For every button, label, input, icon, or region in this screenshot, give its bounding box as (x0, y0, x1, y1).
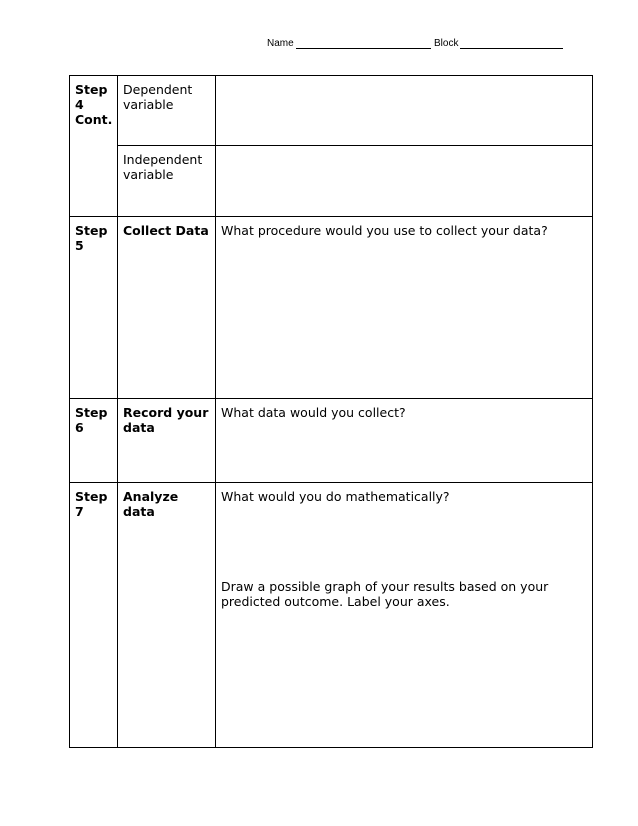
table-row (70, 399, 593, 483)
analyze-data-answer-cell[interactable] (216, 483, 593, 748)
step-4-label: Step 4 Cont. (70, 76, 118, 217)
collect-data-answer-cell[interactable] (216, 217, 593, 399)
analyze-data-prompt: What would you do mathematically? (221, 489, 450, 504)
name-block-header (0, 37, 638, 53)
dependent-variable-answer-cell[interactable] (216, 76, 593, 146)
table-row (70, 76, 593, 146)
table-row (70, 483, 593, 748)
collect-data-label: Collect Data (118, 217, 216, 399)
table-row (70, 146, 593, 217)
record-data-label: Record your data (118, 399, 216, 483)
spacer (221, 504, 587, 579)
record-data-answer-cell[interactable] (216, 399, 593, 483)
independent-variable-answer-cell[interactable] (216, 146, 593, 217)
name-blank-line[interactable] (296, 48, 431, 49)
step-5-label: Step 5 (70, 217, 118, 399)
block-label: Block (434, 38, 459, 49)
worksheet-table (69, 75, 593, 748)
step-7-label: Step 7 (70, 483, 118, 748)
independent-variable-label: Independent variable (118, 146, 216, 217)
collect-data-prompt: What procedure would you use to collect your data? (221, 223, 548, 238)
record-data-prompt: What data would you collect? (221, 405, 406, 420)
table-row (70, 217, 593, 399)
block-blank-line[interactable] (460, 48, 563, 49)
dependent-variable-label: Dependent variable (118, 76, 216, 146)
analyze-data-label: Analyze data (118, 483, 216, 748)
graph-prompt: Draw a possible graph of your results based on your predicted outcome. Label your axes. (221, 579, 549, 609)
step-6-label: Step 6 (70, 399, 118, 483)
name-label: Name (267, 38, 294, 49)
